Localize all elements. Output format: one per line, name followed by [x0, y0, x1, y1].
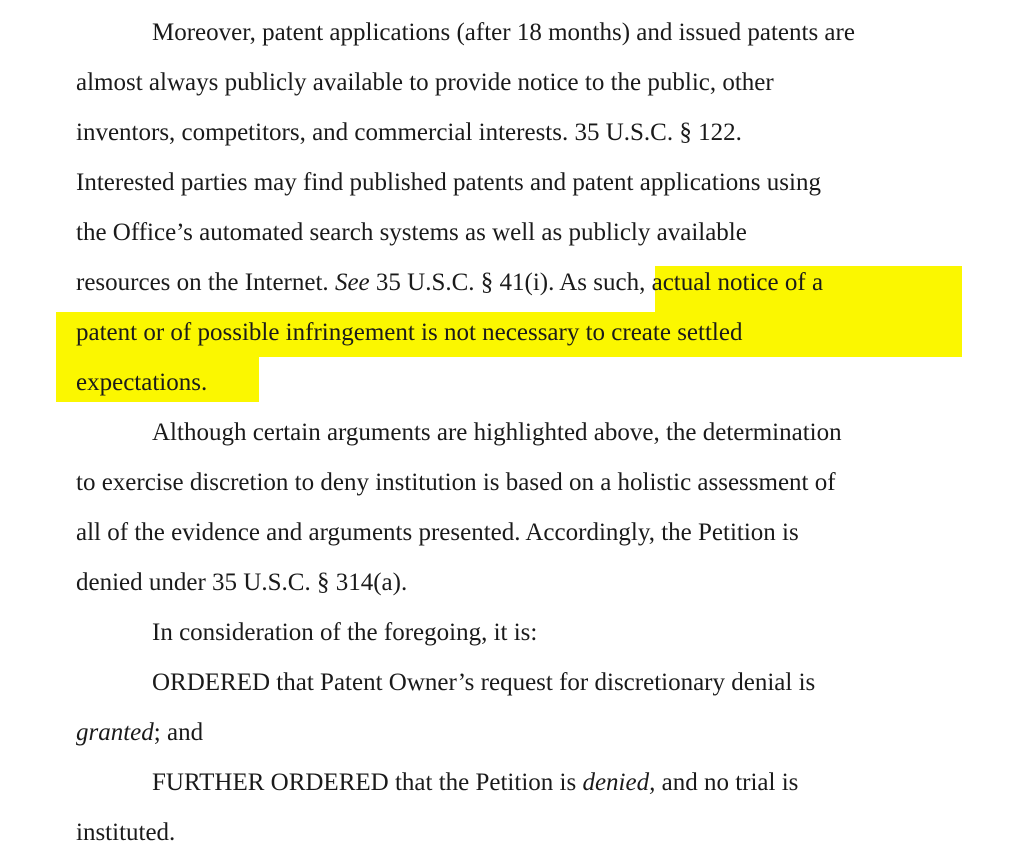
- paragraph-line: Interested parties may find published patents and patent applications using: [76, 169, 821, 196]
- paragraph-line: almost always publicly available to provide notice to the public, other: [76, 69, 774, 96]
- paragraph-line: Although certain arguments are highlighted above, the determination: [152, 419, 842, 446]
- italic-text: denied,: [582, 769, 656, 796]
- highlighted-text: As such, actual notice of a: [559, 269, 824, 296]
- text-segment: 35 U.S.C. § 41(i).: [369, 269, 560, 296]
- order-line: [152, 768, 798, 798]
- paragraph-line: to exercise discretion to deny institution is based on a holistic assessment of: [76, 469, 836, 496]
- paragraph-line: In consideration of the foregoing, it is:: [152, 619, 538, 646]
- paragraph-line: inventors, competitors, and commercial interests. 35 U.S.C. § 122.: [76, 119, 742, 146]
- paragraph-line: all of the evidence and arguments presented. Accordingly, the Petition is: [76, 519, 799, 546]
- paragraph-line: the Office’s automated search systems as well as publicly available: [76, 219, 747, 246]
- text-segment: and no trial is: [655, 769, 799, 796]
- paragraph-line: [76, 268, 823, 298]
- highlighted-line: expectations.: [76, 369, 208, 396]
- highlighted-line: patent or of possible infringement is not necessary to create settled: [76, 319, 743, 346]
- order-line: [76, 718, 203, 748]
- text-segment: FURTHER ORDERED that the Petition is: [152, 769, 583, 796]
- text-segment: resources on the Internet.: [76, 269, 335, 296]
- citation-signal: See: [334, 269, 370, 296]
- text-segment: ; and: [153, 719, 204, 746]
- paragraph-line: denied under 35 U.S.C. § 314(a).: [76, 569, 408, 596]
- order-line: ORDERED that Patent Owner’s request for discretionary denial is: [152, 669, 816, 696]
- italic-text: granted: [76, 719, 154, 746]
- paragraph-line: Moreover, patent applications (after 18 months) and issued patents are: [152, 19, 855, 46]
- order-line: instituted.: [76, 819, 176, 846]
